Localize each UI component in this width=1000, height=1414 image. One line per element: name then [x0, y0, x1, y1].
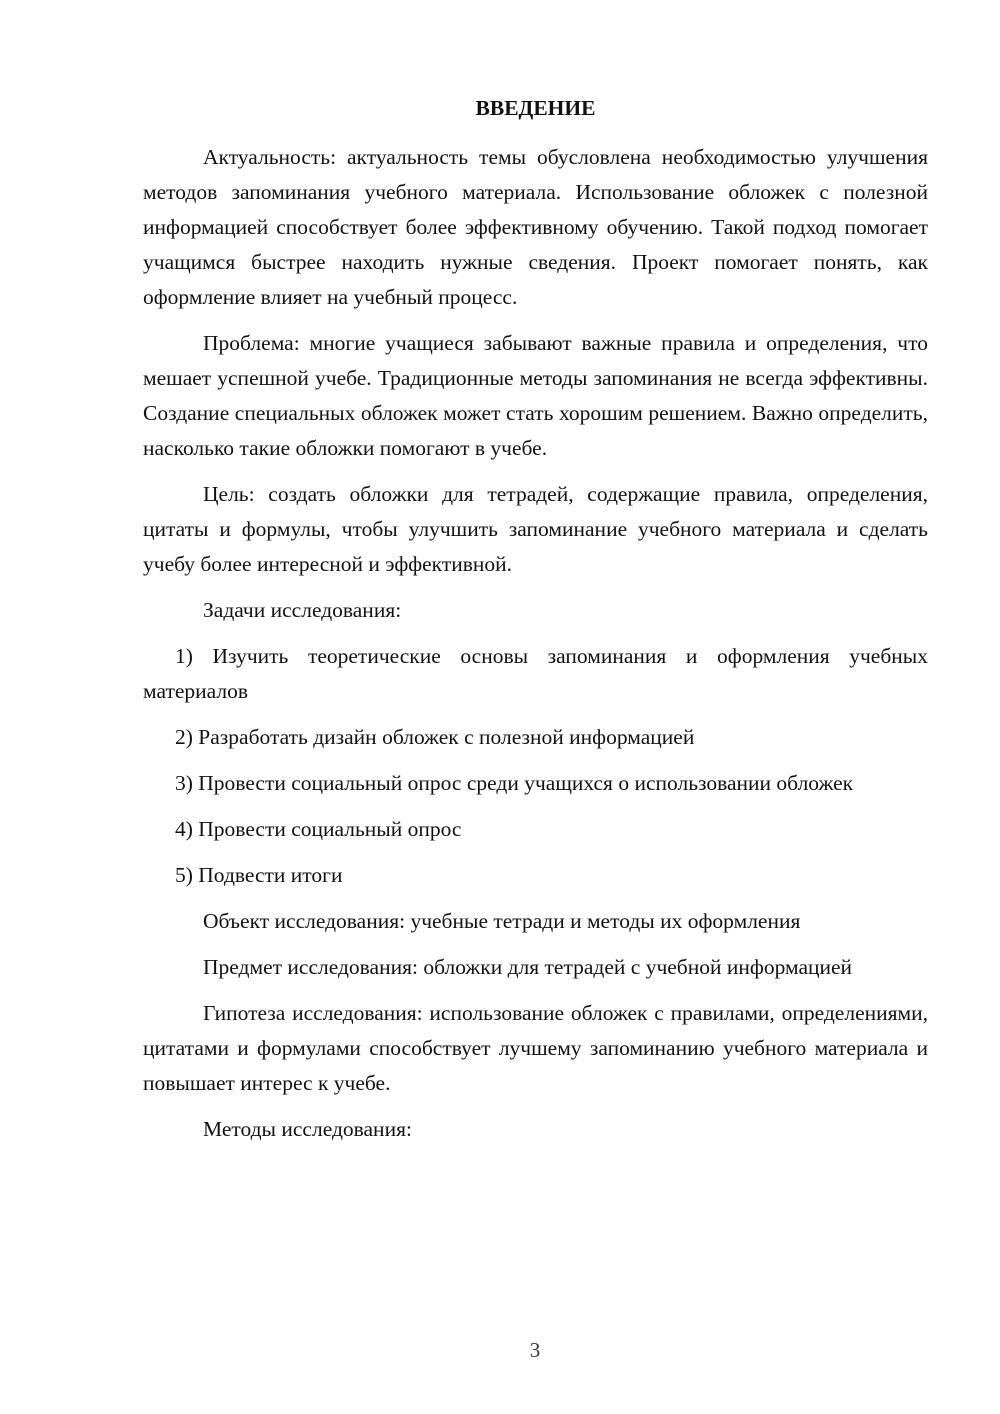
- paragraph-relevance: Актуальность: актуальность темы обусловлена необходимостью улучшения методов запоминания учебного материала. Использование обложек с полезной информацией способствует более эффективному обучению. Такой подход помогает учащимся быстрее находить нужные сведения. Проект помогает понять, как оформление влияет на учебный процесс.: [143, 145, 928, 309]
- task-item-1: 1) Изучить теоретические основы запоминания и оформления учебных материалов: [143, 644, 928, 703]
- paragraph-methods: Методы исследования:: [203, 1117, 412, 1141]
- paragraph-hypothesis: Гипотеза исследования: использование обложек с правилами, определениями, цитатами и формулами способствует лучшему запоминанию учебного материала и повышает интерес к учебе.: [143, 1001, 928, 1095]
- paragraph-goal: Цель: создать обложки для тетрадей, содержащие правила, определения, цитаты и формулы, чтобы улучшить запоминание учебного материала и сделать учебу более интересной и эффективной.: [143, 482, 928, 576]
- paragraph-subject: Предмет исследования: обложки для тетрадей с учебной информацией: [203, 955, 853, 979]
- task-item-2: 2) Разработать дизайн обложек с полезной информацией: [175, 725, 695, 749]
- paragraph-problem: Проблема: многие учащиеся забывают важные правила и определения, что мешает успешной учебе. Традиционные методы запоминания не всегда эффективны. Создание специальных обложек может стать хорошим решением. Важно определить, насколько такие обложки помогают в учебе.: [143, 331, 928, 460]
- paragraph-object: Объект исследования: учебные тетради и методы их оформления: [203, 909, 801, 933]
- page-number: 3: [529, 1338, 541, 1362]
- task-item-3: 3) Провести социальный опрос среди учащихся о использовании обложек: [175, 771, 854, 795]
- task-item-4: 4) Провести социальный опрос: [175, 817, 462, 841]
- task-item-5: 5) Подвести итоги: [175, 863, 343, 887]
- paragraph-tasks-heading: Задачи исследования:: [203, 598, 402, 622]
- section-title: ВВЕДЕНИЕ: [475, 96, 596, 120]
- document-body: [143, 91, 928, 1158]
